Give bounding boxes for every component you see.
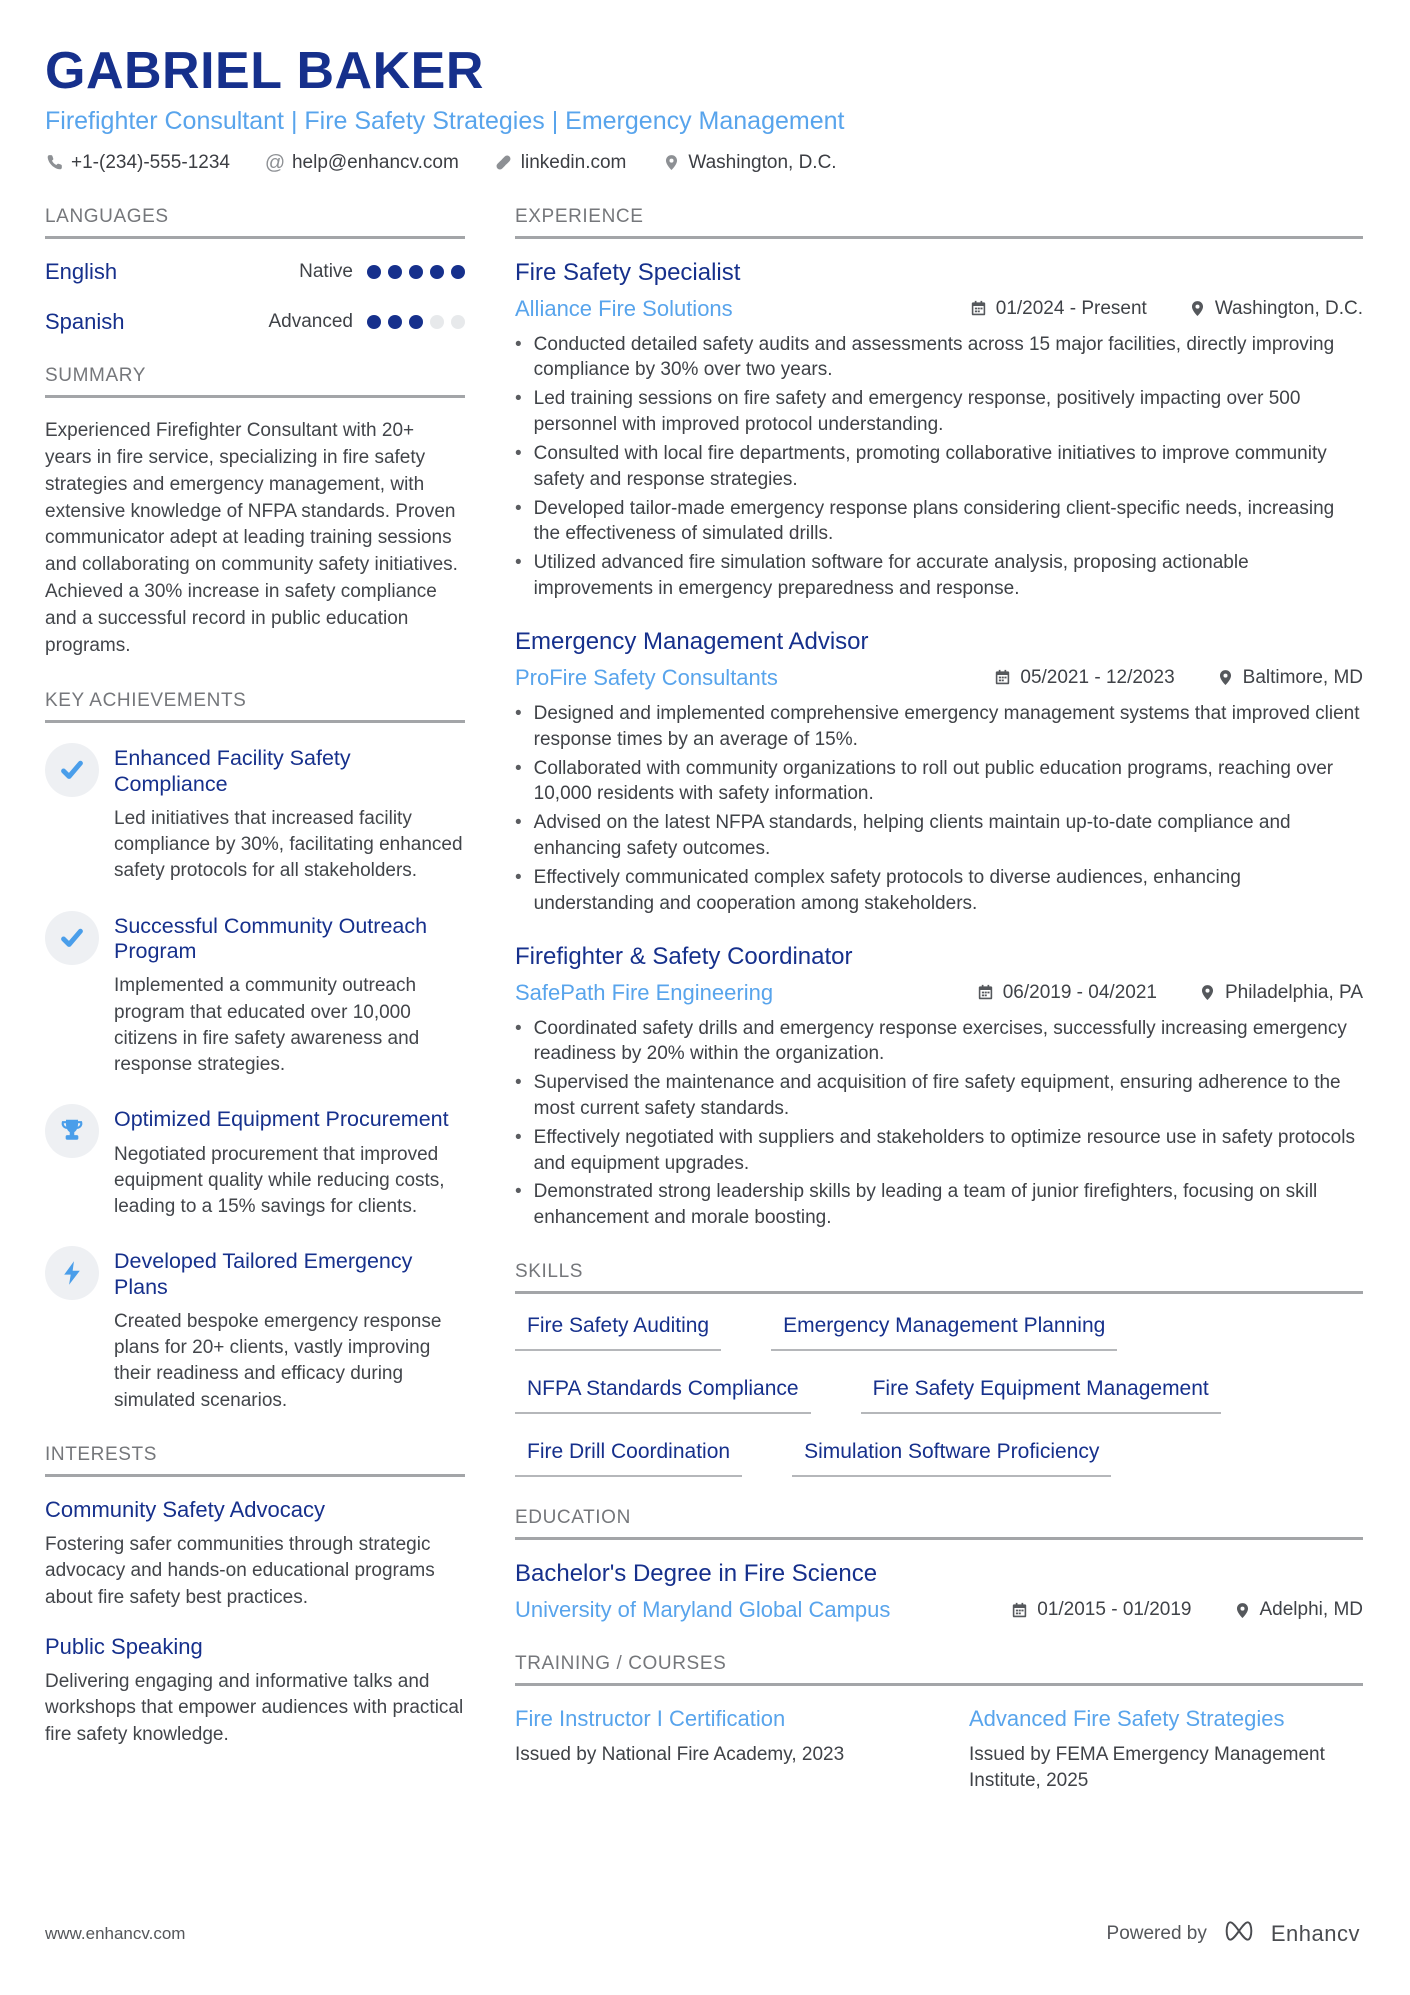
job-meta	[515, 980, 1363, 1006]
job-bullet-text: Developed tailor-made emergency response plans considering client-specific needs, increasing the effectiveness of simulated drills.	[533, 497, 1335, 545]
language-dot	[409, 265, 423, 279]
language-dot	[430, 265, 444, 279]
achievement-body	[114, 911, 465, 1079]
job-bullet	[515, 1179, 1363, 1231]
calendar-icon	[970, 300, 987, 317]
skill-item: Fire Safety Auditing	[515, 1314, 721, 1351]
job-bullet	[515, 1125, 1363, 1177]
skill-item: Fire Drill Coordination	[515, 1440, 742, 1477]
job-bullet-text: Consulted with local fire departments, promoting collaborative initiatives to improve community safety and response strategies.	[533, 442, 1327, 490]
interest-title: Public Speaking	[45, 1633, 203, 1659]
job-location-text: Washington, D.C.	[1214, 297, 1363, 319]
language-item	[45, 259, 465, 285]
achievement-text: Led initiatives that increased facility compliance by 30%, facilitating enhanced safety protocols for all stakeholders.	[114, 808, 463, 882]
job-bullet	[515, 550, 1363, 602]
job-bullet	[515, 441, 1363, 493]
language-level: Native	[299, 260, 353, 282]
language-name: Spanish	[45, 308, 125, 334]
skill-item: Simulation Software Proficiency	[792, 1440, 1111, 1477]
job-bullet-text: Collaborated with community organizations to roll out public education programs, reaching over 10,000 residents with safety information.	[533, 757, 1334, 805]
job-bullet-text: Conducted detailed safety audits and assessments across 15 major facilities, directly improving compliance by 30% over two years.	[533, 333, 1335, 381]
section-education	[515, 1507, 1363, 1623]
summary-text: Experienced Firefighter Consultant with 20+ years in fire service, specializing in fire safety strategies and emergency management, with extensive knowledge of NFPA standards. Proven communicator adept at leading training sessions and collaborating on community safety initiatives. Achieved a 30% increase in safety compliance and a successful record in public education programs.	[45, 419, 458, 657]
interests-list	[45, 1497, 465, 1749]
language-dot	[451, 265, 465, 279]
job-dates-text: 05/2021 - 12/2023	[1020, 666, 1175, 688]
education-location	[1234, 1599, 1364, 1621]
language-dot	[367, 265, 381, 279]
calendar-icon	[977, 984, 994, 1001]
education-degree: Bachelor's Degree in Fire Science	[515, 1560, 878, 1588]
contact-location-text: Washington, D.C.	[688, 151, 837, 173]
achievement-title: Successful Community Outreach Program	[114, 913, 428, 964]
education-location-text: Adelphi, MD	[1259, 1599, 1363, 1621]
job-meta	[515, 665, 1363, 691]
achievements-heading: KEY ACHIEVEMENTS	[45, 690, 465, 723]
achievement-item	[45, 743, 465, 884]
job-bullet-text: Supervised the maintenance and acquisition of fire safety equipment, ensuring adherence to the most current safety standards.	[533, 1072, 1341, 1119]
education-dates-text: 01/2015 - 01/2019	[1037, 1599, 1192, 1621]
location-pin-icon	[1199, 984, 1216, 1001]
job-title: Emergency Management Advisor	[515, 627, 869, 655]
bullet-dot-icon: •	[515, 702, 522, 724]
job-bullet-text: Advised on the latest NFPA standards, helping clients maintain up-to-date compliance and enhancing safety outcomes.	[533, 812, 1291, 860]
job-title: Fire Safety Specialist	[515, 258, 741, 286]
language-level: Advanced	[268, 310, 353, 332]
job-company: SafePath Fire Engineering	[515, 979, 774, 1005]
section-achievements	[45, 690, 465, 1414]
calendar-icon	[994, 669, 1011, 686]
job-bullet	[515, 756, 1363, 808]
course-item	[969, 1706, 1363, 1793]
location-pin-icon	[1217, 669, 1234, 686]
contact-email-text: help@enhancv.com	[291, 151, 459, 173]
languages-list	[45, 259, 465, 335]
bullet-dot-icon: •	[515, 1072, 522, 1094]
skill-item: Fire Safety Equipment Management	[861, 1377, 1221, 1414]
bolt-icon	[45, 1246, 99, 1300]
job-bullet	[515, 332, 1363, 384]
interest-title: Community Safety Advocacy	[45, 1496, 326, 1522]
language-dots	[367, 315, 465, 329]
right-column	[515, 206, 1363, 1824]
bullet-dot-icon: •	[515, 333, 522, 355]
bullet-dot-icon: •	[515, 552, 522, 574]
achievement-body	[114, 743, 465, 884]
enhancv-brand-name[interactable]: Enhancv	[1270, 1920, 1360, 1946]
achievement-text: Implemented a community outreach program that educated over 10,000 citizens in fire safety awareness and response strategies.	[114, 975, 420, 1076]
check-icon	[45, 743, 99, 797]
language-dots	[367, 265, 465, 279]
job-entry	[515, 628, 1363, 917]
achievement-title: Enhanced Facility Safety Compliance	[114, 746, 351, 796]
section-languages	[45, 206, 465, 335]
at-icon: @	[264, 151, 286, 174]
job-location-text: Baltimore, MD	[1242, 666, 1363, 688]
person-title: Firefighter Consultant | Fire Safety Strategies | Emergency Management	[45, 106, 845, 135]
job-location	[1217, 667, 1363, 689]
achievement-body	[114, 1246, 465, 1414]
section-skills	[515, 1261, 1363, 1477]
interest-text: Fostering safer communities through strategic advocacy and hands-on educational programs about fire safety best practices.	[45, 1533, 435, 1609]
footer-site-link[interactable]: www.enhancv.com	[45, 1923, 186, 1943]
job-bullet	[515, 865, 1363, 917]
contact-phone-text: +1-(234)-555-1234	[71, 151, 230, 173]
powered-by	[1107, 1918, 1360, 1949]
job-bullets	[515, 332, 1363, 602]
job-company: ProFire Safety Consultants	[515, 664, 778, 690]
achievement-title: Developed Tailored Emergency Plans	[114, 1249, 413, 1299]
job-dates	[977, 982, 1157, 1004]
achievement-text: Negotiated procurement that improved equipment quality while reducing costs, leading to a 15% savings for clients.	[114, 1143, 445, 1218]
language-item	[45, 309, 465, 335]
phone-icon	[45, 154, 63, 172]
courses-list	[515, 1706, 1363, 1793]
skill-item: NFPA Standards Compliance	[515, 1377, 811, 1414]
achievement-title: Optimized Equipment Procurement	[114, 1107, 449, 1132]
job-bullets	[515, 701, 1363, 917]
bullet-dot-icon: •	[515, 866, 522, 888]
job-title: Firefighter & Safety Coordinator	[515, 942, 853, 970]
job-location	[1189, 298, 1363, 320]
trophy-icon	[45, 1104, 99, 1158]
powered-by-label: Powered by	[1106, 1922, 1207, 1944]
section-courses	[515, 1653, 1363, 1793]
section-experience	[515, 206, 1363, 1232]
achievements-list	[45, 743, 465, 1414]
job-bullet	[515, 386, 1363, 438]
job-bullet	[515, 1016, 1363, 1068]
job-dates-text: 06/2019 - 04/2021	[1002, 981, 1157, 1003]
page-footer	[45, 1918, 1360, 1949]
contact-location	[662, 152, 836, 174]
job-bullet-text: Utilized advanced fire simulation software for accurate analysis, proposing actionable improvements in emergency preparedness and response.	[533, 552, 1249, 600]
interest-item	[45, 1634, 465, 1749]
job-bullet-text: Effectively communicated complex safety protocols to diverse audiences, enhancing understanding and cooperation among stakeholders.	[533, 866, 1241, 914]
job-dates	[970, 298, 1147, 320]
bullet-dot-icon: •	[515, 497, 522, 519]
location-pin-icon	[1189, 300, 1206, 317]
job-bullet	[515, 1070, 1363, 1122]
achievement-text: Created bespoke emergency response plans for 20+ clients, vastly improving their readiness and efficacy during simulated scenarios.	[114, 1311, 442, 1411]
contact-website[interactable]	[495, 152, 627, 174]
language-name: English	[45, 258, 118, 284]
bullet-dot-icon: •	[515, 1181, 522, 1203]
language-dot	[430, 315, 444, 329]
skills-heading: SKILLS	[515, 1261, 1363, 1294]
experience-heading: EXPERIENCE	[515, 206, 1363, 239]
job-entry	[515, 943, 1363, 1232]
location-pin-icon	[1234, 1602, 1251, 1619]
contact-email[interactable]	[266, 152, 459, 174]
bullet-dot-icon: •	[515, 442, 522, 464]
section-summary	[45, 365, 465, 661]
bullet-dot-icon: •	[515, 388, 522, 410]
skill-item: Emergency Management Planning	[771, 1314, 1117, 1351]
job-bullets	[515, 1016, 1363, 1232]
courses-heading: TRAINING / COURSES	[515, 1653, 1363, 1686]
check-icon	[45, 911, 99, 965]
job-meta	[515, 296, 1363, 322]
contact-row	[45, 152, 1363, 174]
left-column	[45, 206, 465, 1824]
contact-phone[interactable]	[45, 152, 230, 174]
bullet-dot-icon: •	[515, 1017, 522, 1039]
language-dot	[409, 315, 423, 329]
resume-header	[45, 44, 1363, 174]
job-bullet-text: Coordinated safety drills and emergency response exercises, successfully increasing emergency readiness by 20% within the organization.	[533, 1017, 1347, 1065]
achievement-body	[114, 1104, 465, 1220]
language-dot	[388, 265, 402, 279]
bullet-dot-icon: •	[515, 1126, 522, 1148]
language-dot	[388, 315, 402, 329]
interest-item	[45, 1497, 465, 1612]
job-bullet	[515, 496, 1363, 548]
person-name: GABRIEL BAKER	[45, 42, 484, 100]
job-location-text: Philadelphia, PA	[1224, 981, 1363, 1003]
interest-text: Delivering engaging and informative talks and workshops that empower audiences with practical fire safety knowledge.	[45, 1670, 464, 1745]
interests-heading: INTERESTS	[45, 1444, 465, 1477]
enhancv-logo-icon[interactable]	[1219, 1918, 1259, 1949]
job-bullet	[515, 810, 1363, 862]
job-entry	[515, 259, 1363, 602]
resume-columns	[45, 206, 1363, 1824]
language-dot	[451, 315, 465, 329]
achievement-item	[45, 1246, 465, 1414]
course-item	[515, 1706, 909, 1793]
link-icon	[495, 154, 513, 172]
education-dates	[1011, 1599, 1191, 1621]
bullet-dot-icon: •	[515, 812, 522, 834]
job-location	[1199, 982, 1363, 1004]
course-title: Fire Instructor I Certification	[515, 1706, 786, 1732]
course-issuer: Issued by National Fire Academy, 2023	[515, 1744, 845, 1766]
languages-heading: LANGUAGES	[45, 206, 465, 239]
education-meta	[515, 1597, 1363, 1623]
job-bullet-text: Effectively negotiated with suppliers and stakeholders to optimize resource use in safety protocols and equipment upgrades.	[533, 1126, 1355, 1174]
contact-website-text: linkedin.com	[520, 151, 627, 173]
calendar-icon	[1011, 1602, 1028, 1619]
course-title: Advanced Fire Safety Strategies	[969, 1706, 1285, 1732]
achievement-item	[45, 911, 465, 1079]
job-company: Alliance Fire Solutions	[515, 295, 733, 321]
experience-list	[515, 259, 1363, 1232]
section-interests	[45, 1444, 465, 1749]
job-bullet-text: Demonstrated strong leadership skills by leading a team of junior firefighters, focusing on skill enhancement and morale boosting.	[533, 1181, 1318, 1229]
education-heading: EDUCATION	[515, 1507, 1363, 1540]
summary-heading: SUMMARY	[45, 365, 465, 398]
job-bullet-text: Designed and implemented comprehensive emergency management systems that improved client response times by an average of 15%.	[533, 702, 1360, 750]
location-pin-icon	[662, 154, 680, 172]
bullet-dot-icon: •	[515, 757, 522, 779]
language-dot	[367, 315, 381, 329]
job-bullet-text: Led training sessions on fire safety and emergency response, positively impacting over 500 personnel with improved protocol understanding.	[533, 388, 1301, 436]
job-dates	[994, 667, 1174, 689]
job-bullet	[515, 701, 1363, 753]
skills-list	[515, 1314, 1363, 1477]
job-dates-text: 01/2024 - Present	[995, 297, 1147, 319]
course-issuer: Issued by FEMA Emergency Management Institute, 2025	[969, 1744, 1325, 1791]
achievement-item	[45, 1104, 465, 1220]
education-school: University of Maryland Global Campus	[515, 1597, 891, 1623]
